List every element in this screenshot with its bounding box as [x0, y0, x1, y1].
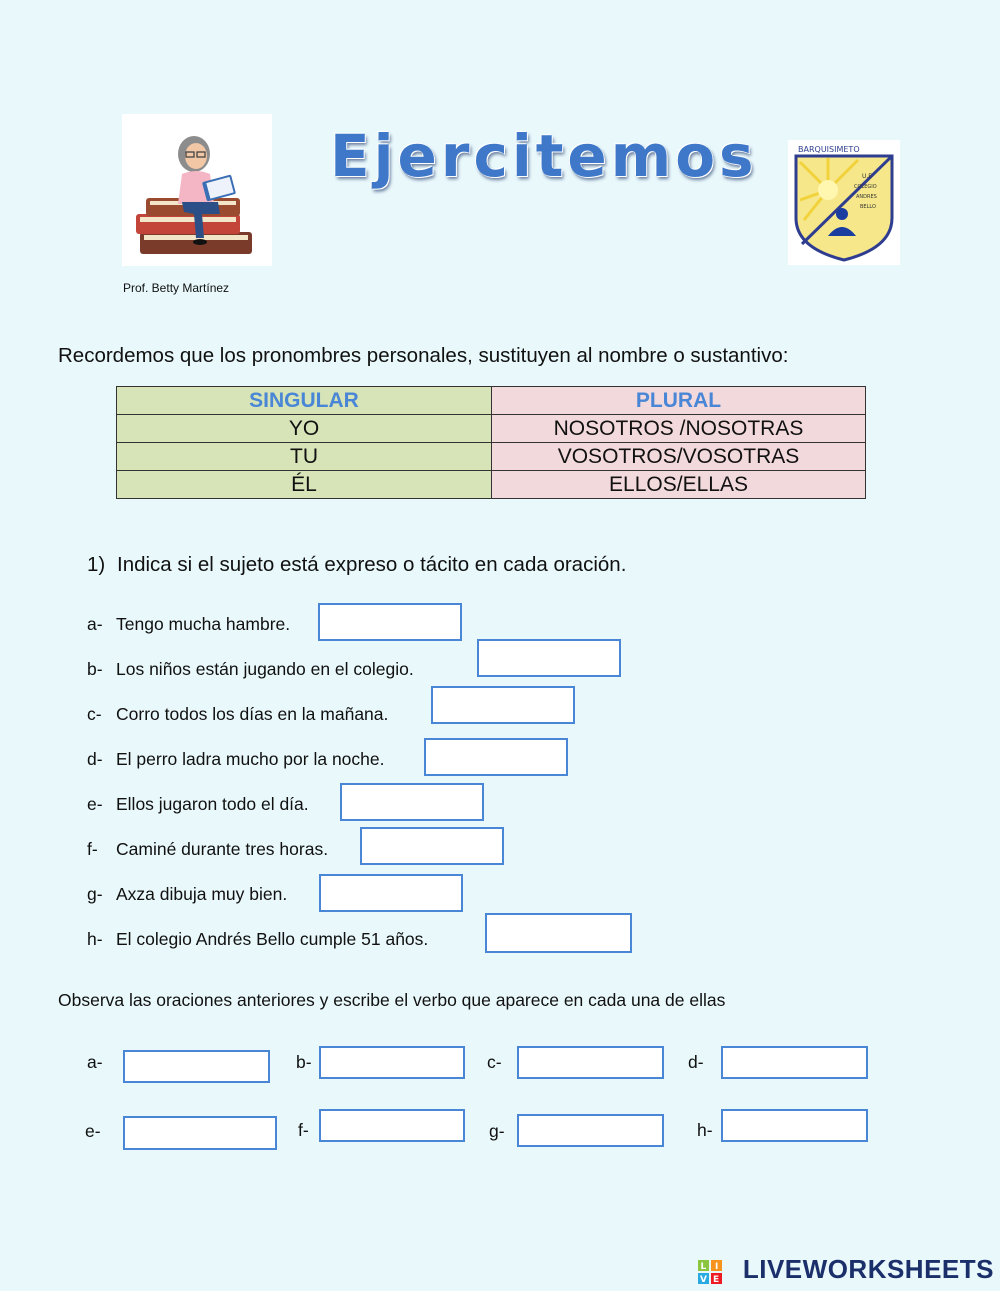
- item-text: Corro todos los días en la mañana.: [116, 704, 389, 724]
- verb-box-e[interactable]: [123, 1116, 277, 1150]
- exercise1-number: 1): [87, 553, 106, 576]
- icon-letter: I: [715, 1262, 719, 1272]
- answer-box-d[interactable]: [424, 738, 568, 776]
- verb-box-c[interactable]: [517, 1046, 664, 1079]
- singular-cell: ÉL: [117, 471, 492, 499]
- plural-header: PLURAL: [492, 387, 866, 415]
- plural-cell: ELLOS/ELLAS: [492, 471, 866, 499]
- intro-text: Recordemos que los pronombres personales, sustituyen al nombre o sustantivo:: [58, 344, 789, 367]
- item-letter: d-: [87, 749, 103, 769]
- answer-box-c[interactable]: [431, 686, 575, 724]
- logo-text-ue: U.E: [862, 173, 873, 180]
- logo-text-colegio: COLEGIO: [854, 184, 877, 190]
- item-letter: f-: [87, 839, 98, 859]
- item-text: Ellos jugaron todo el día.: [116, 794, 309, 814]
- verb-box-h[interactable]: [721, 1109, 868, 1142]
- exercise2-instruction: Observa las oraciones anteriores y escribe el verbo que aparece en cada una de ellas: [58, 990, 726, 1010]
- item-letter: h-: [87, 929, 103, 949]
- author-caption: Prof. Betty Martínez: [123, 281, 230, 295]
- exercise1-instruction-text: Indica si el sujeto está expreso o tácito en cada oración.: [117, 553, 627, 576]
- answer-box-h[interactable]: [485, 913, 632, 953]
- pronouns-table: [116, 386, 866, 499]
- icon-letter: E: [713, 1275, 720, 1284]
- item-text: Axza dibuja muy bien.: [116, 884, 288, 904]
- verb-label-f: f-: [298, 1120, 309, 1140]
- school-logo: [788, 140, 900, 265]
- liveworksheets-brand: LIVEWORKSHEETS: [742, 1254, 994, 1284]
- verb-label-h: h-: [697, 1120, 713, 1140]
- answer-box-a[interactable]: [318, 603, 462, 641]
- table-row: [117, 415, 866, 443]
- verb-box-b[interactable]: [319, 1046, 465, 1079]
- answer-box-b[interactable]: [477, 639, 621, 677]
- item-letter: e-: [87, 794, 103, 814]
- answer-box-g[interactable]: [319, 874, 463, 912]
- logo-text-andres: ANDRES: [856, 194, 877, 200]
- logo-text-barquisimeto: BARQUISIMETO: [798, 145, 860, 154]
- answer-box-e[interactable]: [340, 783, 484, 821]
- verb-box-g[interactable]: [517, 1114, 664, 1147]
- exercise1-instruction: [87, 553, 626, 577]
- item-text: El colegio Andrés Bello cumple 51 años.: [116, 929, 429, 949]
- icon-letter: L: [700, 1262, 707, 1272]
- singular-cell: YO: [117, 415, 492, 443]
- item-text: Los niños están jugando en el colegio.: [116, 659, 414, 679]
- table-row: [117, 471, 866, 499]
- verb-box-a[interactable]: [123, 1050, 270, 1083]
- table-row: [117, 443, 866, 471]
- liveworksheets-icon: [698, 1260, 722, 1284]
- item-letter: c-: [87, 704, 102, 724]
- item-text: Caminé durante tres horas.: [116, 839, 329, 859]
- singular-header: SINGULAR: [117, 387, 492, 415]
- item-letter: b-: [87, 659, 103, 679]
- answer-box-f[interactable]: [360, 827, 504, 865]
- verb-box-d[interactable]: [721, 1046, 868, 1079]
- verb-label-g: g-: [489, 1121, 505, 1141]
- verb-label-b: b-: [296, 1052, 312, 1072]
- teacher-illustration: [122, 114, 272, 266]
- item-letter: a-: [87, 614, 103, 634]
- plural-cell: VOSOTROS/VOSOTRAS: [492, 443, 866, 471]
- page-title: Ejercitemos: [330, 122, 758, 190]
- table-header-row: [117, 387, 866, 415]
- plural-cell: NOSOTROS /NOSOTRAS: [492, 415, 866, 443]
- singular-cell: TU: [117, 443, 492, 471]
- item-letter: g-: [87, 884, 103, 904]
- verb-label-e: e-: [85, 1121, 101, 1141]
- verb-label-d: d-: [688, 1052, 704, 1072]
- verb-label-a: a-: [87, 1052, 103, 1072]
- verb-label-c: c-: [487, 1052, 502, 1072]
- item-text: Tengo mucha hambre.: [116, 614, 291, 634]
- icon-letter: V: [700, 1275, 707, 1284]
- logo-text-bello: BELLO: [860, 204, 876, 210]
- item-text: El perro ladra mucho por la noche.: [116, 749, 385, 769]
- verb-box-f[interactable]: [319, 1109, 465, 1142]
